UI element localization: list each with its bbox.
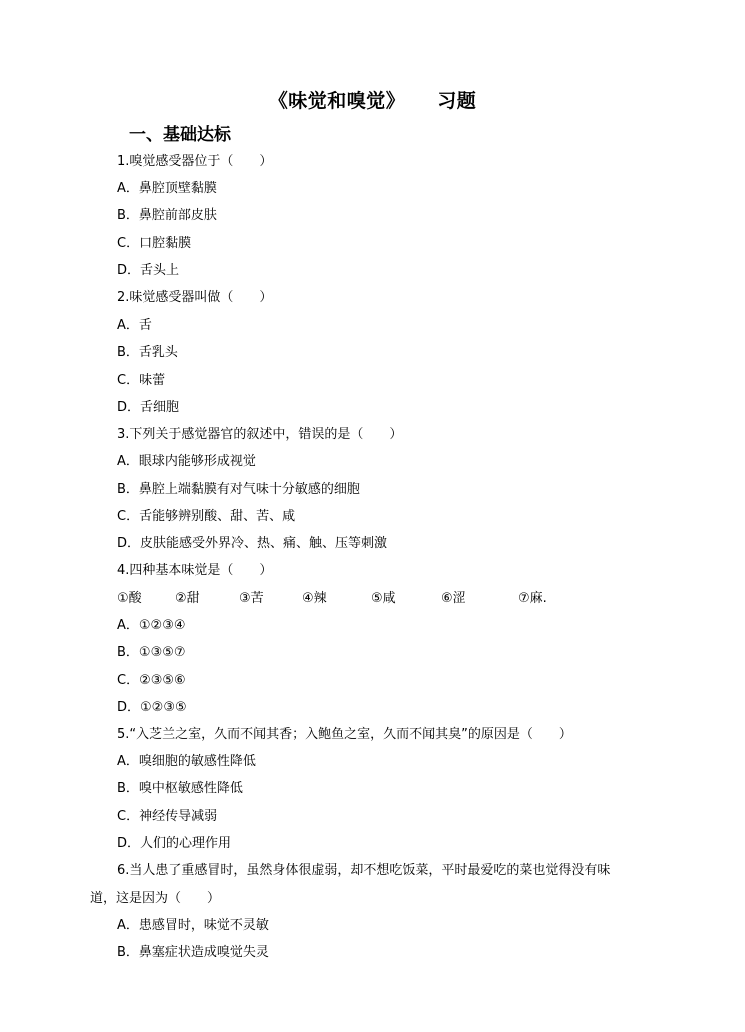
question-5-option-a: A．嗅细胞的敏感性降低 [117, 754, 256, 769]
question-4-option-c: C．②③⑤⑥ [117, 673, 186, 688]
title-main: 《味觉和嗅觉》 [268, 90, 406, 112]
question-6-option-a: A．患感冒时，味觉不灵敏 [117, 918, 269, 933]
question-2-option-d: D．舌细胞 [117, 400, 180, 415]
question-3-option-b: B．鼻腔上端黏膜有对气味十分敏感的细胞 [117, 482, 360, 497]
question-5-option-d: D．人们的心理作用 [117, 836, 232, 851]
question-4-option-a: A．①②③④ [117, 618, 186, 633]
taste-item: ④辣 [302, 591, 327, 606]
question-2-option-c: C．味蕾 [117, 373, 166, 388]
page-title [0, 86, 745, 113]
question-5-stem: 5.“入芝兰之室，久而不闻其香；入鲍鱼之室，久而不闻其臭”的原因是（ ） [117, 727, 572, 742]
section-heading: 一、基础达标 [129, 125, 231, 145]
question-6-stem-line2: 道，这是因为（ ） [90, 891, 221, 906]
question-3-option-a: A．眼球内能够形成视觉 [117, 454, 256, 469]
taste-item: ⑦麻. [518, 591, 547, 606]
question-1-stem: 1.嗅觉感受器位于（ ） [117, 154, 273, 169]
question-4-option-d: D．①②③⑤ [117, 700, 187, 715]
taste-item: ③苦 [239, 591, 264, 606]
question-3-option-d: D．皮肤能感受外界冷、热、痛、触、压等刺激 [117, 536, 388, 551]
taste-item: ②甜 [175, 591, 200, 606]
question-5-option-b: B．嗅中枢敏感性降低 [117, 781, 243, 796]
question-2-option-b: B．舌乳头 [117, 345, 178, 360]
question-6-option-b: B．鼻塞症状造成嗅觉失灵 [117, 945, 269, 960]
question-4-stem: 4.四种基本味觉是（ ） [117, 563, 273, 578]
title-suffix: 习题 [437, 90, 477, 112]
question-6-stem-line1: 6.当人患了重感冒时，虽然身体很虚弱，却不想吃饭菜，平时最爱吃的菜也觉得没有味 [117, 863, 611, 878]
question-5-option-c: C．神经传导减弱 [117, 809, 218, 824]
question-1-option-c: C．口腔黏膜 [117, 236, 192, 251]
question-1-option-d: D．舌头上 [117, 263, 180, 278]
question-4-option-b: B．①③⑤⑦ [117, 645, 186, 660]
question-1-option-a: A．鼻腔顶壁黏膜 [117, 181, 217, 196]
taste-item: ①酸 [117, 591, 142, 606]
question-1-option-b: B．鼻腔前部皮肤 [117, 208, 217, 223]
question-3-option-c: C．舌能够辨别酸、甜、苦、咸 [117, 509, 296, 524]
question-3-stem: 3.下列关于感觉器官的叙述中，错误的是（ ） [117, 427, 403, 442]
question-2-stem: 2.味觉感受器叫做（ ） [117, 290, 273, 305]
question-2-option-a: A．舌 [117, 318, 152, 333]
taste-item: ⑤咸 [371, 591, 396, 606]
taste-item: ⑥涩 [441, 591, 466, 606]
